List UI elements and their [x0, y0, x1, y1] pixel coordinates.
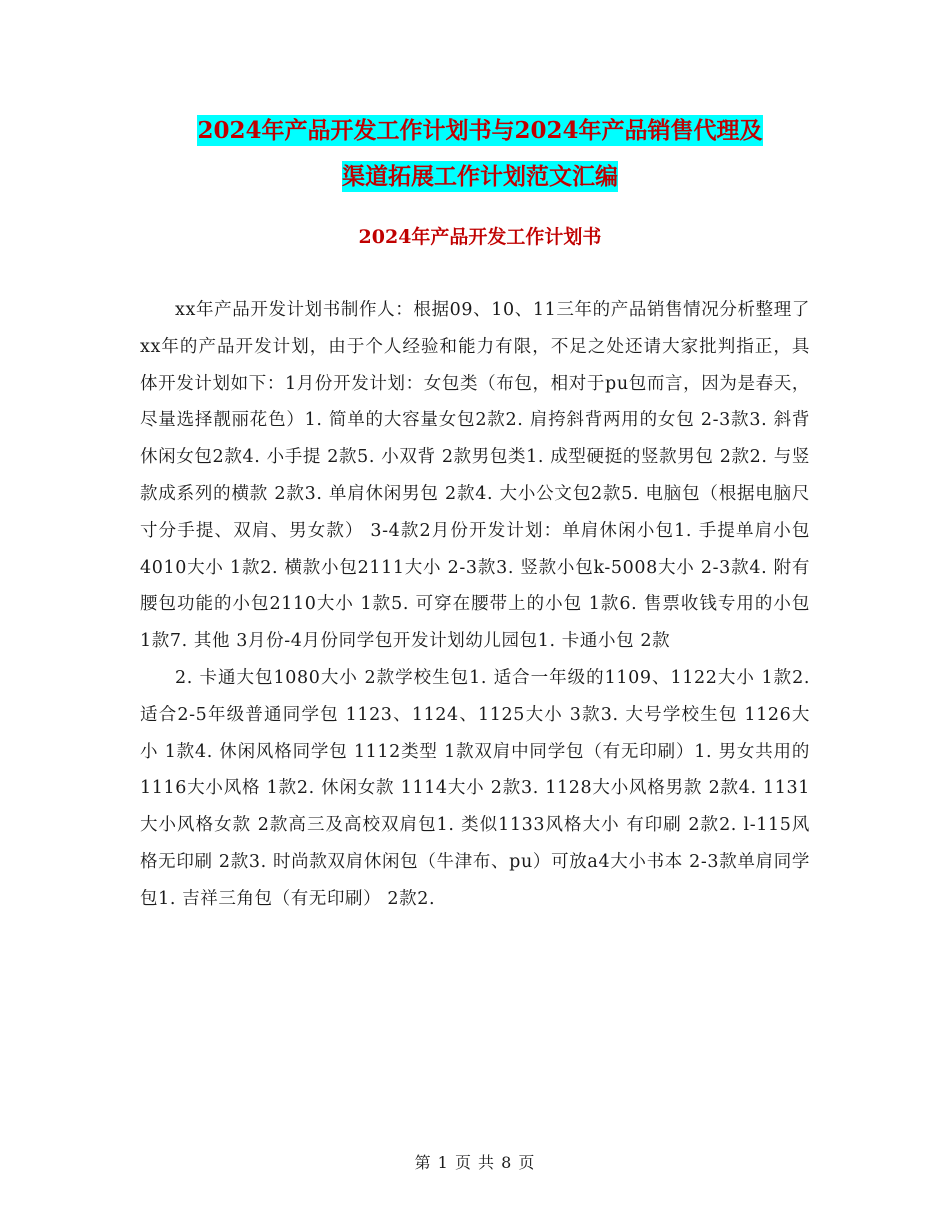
document-title-line-1: 2024年产品开发工作计划书与2024年产品销售代理及 — [197, 117, 763, 144]
document-body — [140, 292, 810, 918]
document-title-line-2: 渠道拓展工作计划范文汇编 — [342, 163, 618, 190]
section-heading: 2024年产品开发工作计划书 — [358, 226, 602, 248]
document-title — [140, 108, 820, 200]
page-number-footer: 第 1 页 共 8 页 — [414, 1153, 536, 1172]
body-paragraph: xx年产品开发计划书制作人：根据09、10、11三年的产品销售情况分析整理了xx年的产品开发计划，由于个人经验和能力有限，不足之处还请大家批判指正，具体开发计划如下：1月份开发计划：女包类（布包，相对于pu包而言，因为是春天，尽量选择靓丽花色）1. 简单的大容量女包2款2. 肩挎斜背两用的女包 2-3款3. 斜背休闲女包2款4. 小手提 2款5. 小双背 2款男包类1. 成型硬挺的竖款男包 2款2. 与竖款成系列的横款 2款3. 单肩休闲男包 2款4. 大小公文包2款5. 电脑包（根据电脑尺寸分手提、双肩、男女款） 3-4款2月份开发计划：单肩休闲小包1. 手提单肩小包4010大小 1款2. 横款小包2111大小 2-3款3. 竖款小包k-5008大小 2-3款4. 附有腰包功能的小包2110大小 1款5. 可穿在腰带上的小包 1款6. 售票收钱专用的小包 1款7. 其他 3月份-4月份同学包开发计划幼儿园包1. 卡通小包 2款 — [140, 300, 810, 652]
body-paragraph: 2. 卡通大包1080大小 2款学校生包1. 适合一年级的1109、1122大小 1款2. 适合2-5年级普通同学包 1123、1124、1125大小 3款3. 大号学校生包 1126大小 1款4. 休闲风格同学包 1112类型 1款双肩中同学包（有无印刷）1. 男女共用的1116大小风格 1款2. 休闲女款 1114大小 2款3. 1128大小风格男款 2款4. 1131大小风格女款 2款高三及高校双肩包1. 类似1133风格大小 有印刷 2款2. l-115风格无印刷 2款3. 时尚款双肩休闲包（牛津布、pu）可放a4大小书本 2-3款单肩同学包1. 吉祥三角包（有无印刷） 2款2. — [140, 667, 810, 909]
